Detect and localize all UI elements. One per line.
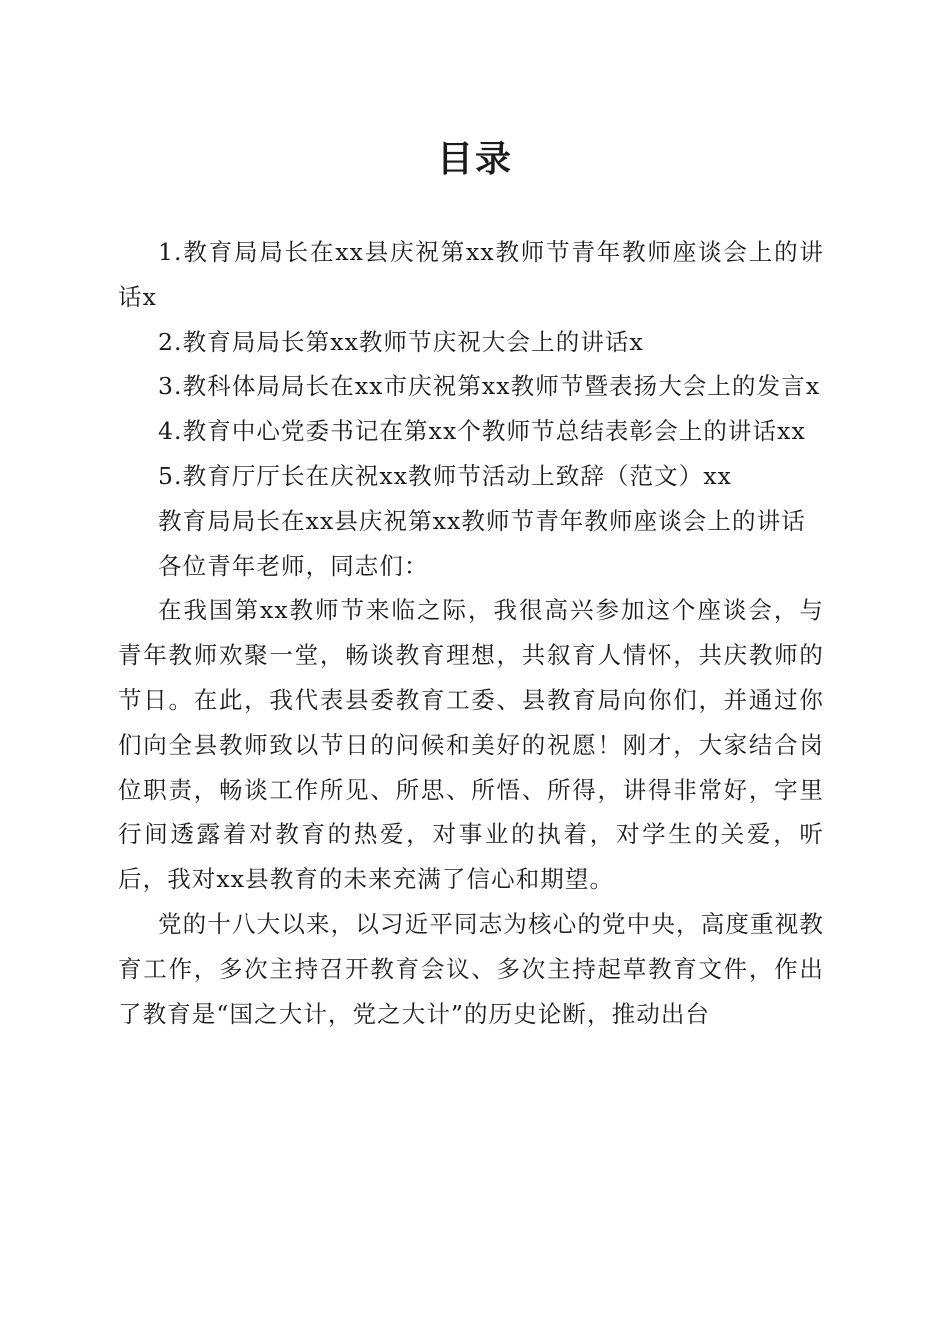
speech-title: 教育局局长在xx县庆祝第xx教师节青年教师座谈会上的讲话 [158,506,806,535]
toc-item: 5.教育厅厅长在庆祝xx教师节活动上致辞（范文）xx [158,461,733,490]
toc-item: 3.教科体局局长在xx市庆祝第xx教师节暨表扬大会上的发言x [158,372,821,401]
toc-item: 1.教育局局长在xx县庆祝第xx教师节青年教师座谈会上的讲话x [118,238,824,311]
toc-item: 2.教育局局长第xx教师节庆祝大会上的讲话x [158,327,644,356]
document-body [118,230,824,1036]
body-paragraph: 党的十八大以来，以习近平同志为核心的党中央，高度重视教育工作，多次主持召开教育会议、多次主持起草教育文件，作出了教育是“国之大计，党之大计”的历史论断，推动出台 [118,909,824,1028]
body-paragraph: 在我国第xx教师节来临之际，我很高兴参加这个座谈会，与青年教师欢聚一堂，畅谈教育理想，共叙育人情怀，共庆教师的节日。在此，我代表县委教育工委、县教育局向你们，并通过你们向全县教师致以节日的问候和美好的祝愿！刚才，大家结合岗位职责，畅谈工作所见、所思、所悟、所得，讲得非常好，字里行间透露着对教育的热爱，对事业的执着，对学生的关爱，听后，我对xx县教育的未来充满了信心和期望。 [118,596,824,894]
page-title: 目录 [436,138,513,180]
salutation: 各位青年老师，同志们： [158,551,429,580]
toc-item: 4.教育中心党委书记在第xx个教师节总结表彰会上的讲话xx [158,417,806,446]
